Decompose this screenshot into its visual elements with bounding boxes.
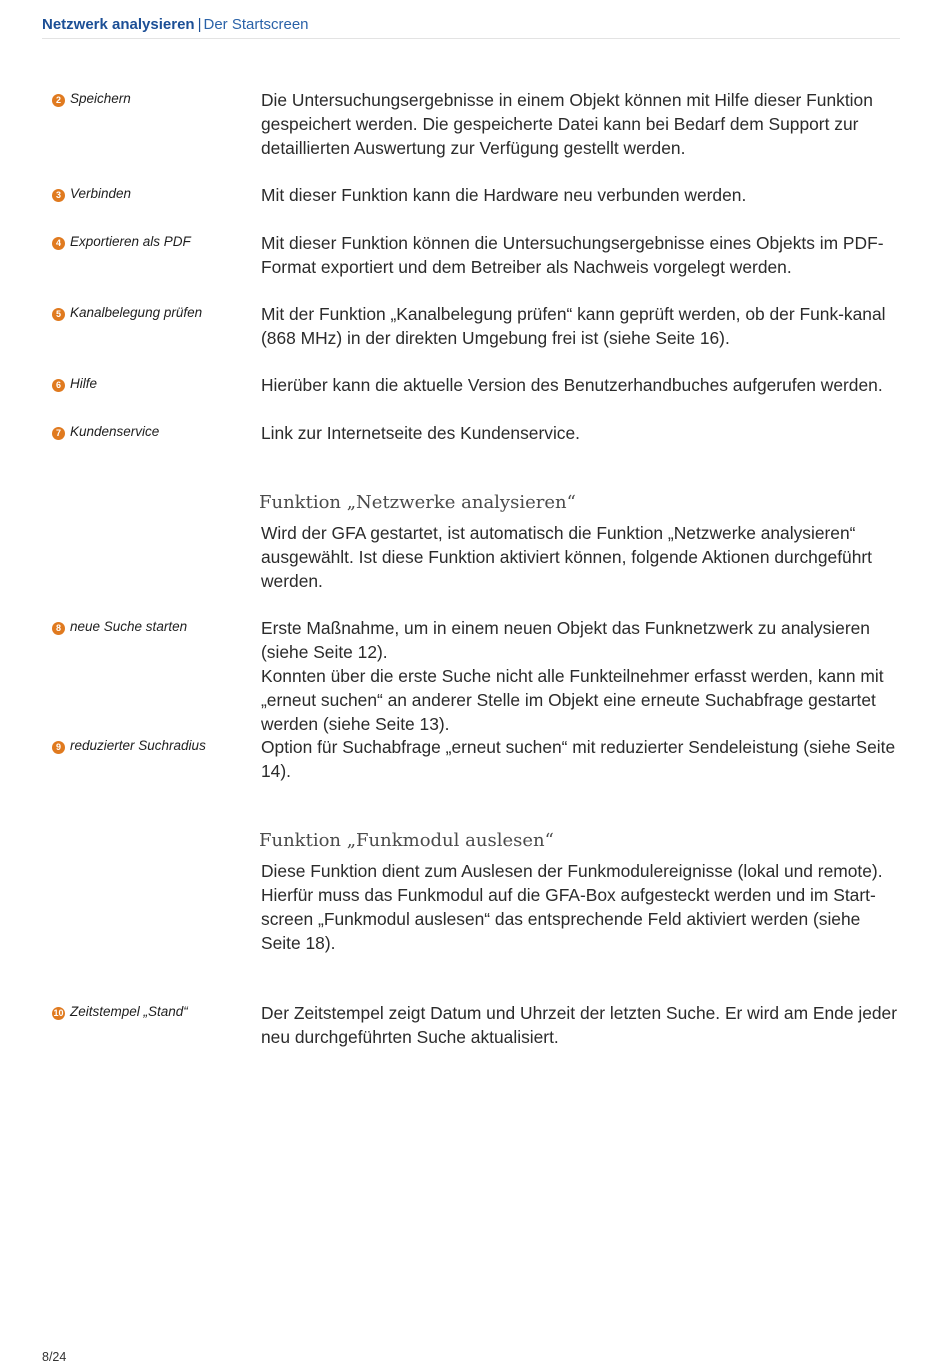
item-description: Der Zeitstempel zeigt Datum und Uhrzeit der letzten Suche. Er wird am Ende jeder neu durchgeführten Suche aktualisiert. bbox=[261, 1003, 898, 1047]
item-label-text: Speichern bbox=[70, 91, 131, 106]
item-label bbox=[52, 186, 252, 202]
item-label-text: Kundenservice bbox=[70, 424, 160, 439]
section-heading-funkmodul: Funktion „Funkmodul auslesen“ bbox=[259, 830, 554, 851]
section-intro-text: Diese Funktion dient zum Auslesen der Funkmodulereignisse (lokal und remote). Hierfür muss das Funkmodul auf die GFA-Box aufgesteckt werden und im Start-screen „Funkmodul auslesen“ das entsprechende Feld aktiviert werden (siehe Seite 18). bbox=[261, 861, 883, 953]
item-label bbox=[52, 619, 252, 635]
item-label bbox=[52, 234, 252, 250]
section-heading-netzwerke: Funktion „Netzwerke analysieren“ bbox=[259, 492, 576, 513]
item-description: Hierüber kann die aktuelle Version des Benutzerhandbuches aufgerufen werden. bbox=[261, 375, 883, 395]
item-description: Mit der Funktion „Kanalbelegung prüfen“ kann geprüft werden, ob der Funk-kanal (868 MHz) in der direkten Umgebung frei ist (siehe Seite 16). bbox=[261, 304, 886, 348]
item-label bbox=[52, 305, 252, 321]
header-separator: | bbox=[197, 16, 202, 33]
item-description bbox=[261, 616, 901, 736]
item-label-text: reduzierter Suchradius bbox=[70, 738, 206, 753]
item-label-text: Zeitstempel „Stand“ bbox=[70, 1004, 188, 1019]
item-label-text: Verbinden bbox=[70, 186, 132, 201]
item-description: Die Untersuchungsergebnisse in einem Objekt können mit Hilfe dieser Funktion gespeichert werden. Die gespeicherte Datei kann bei Bedarf dem Support zur detaillierten Auswertung zur Verfügung gestellt werden. bbox=[261, 90, 873, 158]
item-label bbox=[52, 91, 252, 107]
item-label-text: Exportieren als PDF bbox=[70, 234, 191, 249]
header-section-title: Netzwerk analysieren bbox=[42, 16, 195, 33]
number-badge: 6 bbox=[52, 379, 65, 392]
running-header bbox=[42, 16, 900, 39]
number-badge: 7 bbox=[52, 427, 65, 440]
item-label bbox=[52, 424, 252, 440]
item-description-paragraph: Erste Maßnahme, um in einem neuen Objekt das Funknetzwerk zu analysieren (siehe Seite 12). bbox=[261, 618, 870, 662]
number-badge: 10 bbox=[53, 1008, 64, 1018]
number-badge: 4 bbox=[52, 237, 65, 250]
section-intro-text: Wird der GFA gestartet, ist automatisch die Funktion „Netzwerke analysieren“ ausgewählt. Ist diese Funktion aktiviert können, folgende Aktionen durchgeführt werden. bbox=[261, 523, 872, 591]
item-label bbox=[52, 376, 252, 392]
item-description: Option für Suchabfrage „erneut suchen“ mit reduzierter Sendeleistung (siehe Seite 14). bbox=[261, 737, 896, 781]
header-subsection-title: Der Startscreen bbox=[203, 16, 309, 33]
number-badge: 2 bbox=[52, 94, 65, 107]
item-description: Mit dieser Funktion kann die Hardware neu verbunden werden. bbox=[261, 185, 747, 205]
item-label-text: Kanalbelegung prüfen bbox=[70, 305, 203, 320]
item-label bbox=[52, 738, 252, 754]
number-badge: 3 bbox=[52, 189, 65, 202]
item-label-text: neue Suche starten bbox=[70, 619, 188, 634]
item-description: Mit dieser Funktion können die Untersuchungsergebnisse eines Objekts im PDF-Format exportiert und dem Betreiber als Nachweis vorgelegt werden. bbox=[261, 233, 884, 277]
number-badge: 5 bbox=[52, 308, 65, 321]
page-number: 8/24 bbox=[42, 1350, 67, 1364]
number-badge: 8 bbox=[52, 622, 65, 635]
item-label bbox=[52, 1004, 252, 1020]
item-label-text: Hilfe bbox=[70, 376, 98, 391]
item-description: Link zur Internetseite des Kundenservice. bbox=[261, 423, 581, 443]
item-description-paragraph: Konnten über die erste Suche nicht alle Funkteilnehmer erfasst werden, kann mit „erneut suchen“ an anderer Stelle im Objekt eine erneute Suchabfrage gestartet werden (siehe Seite 13). bbox=[261, 666, 884, 734]
number-badge: 9 bbox=[52, 741, 65, 754]
